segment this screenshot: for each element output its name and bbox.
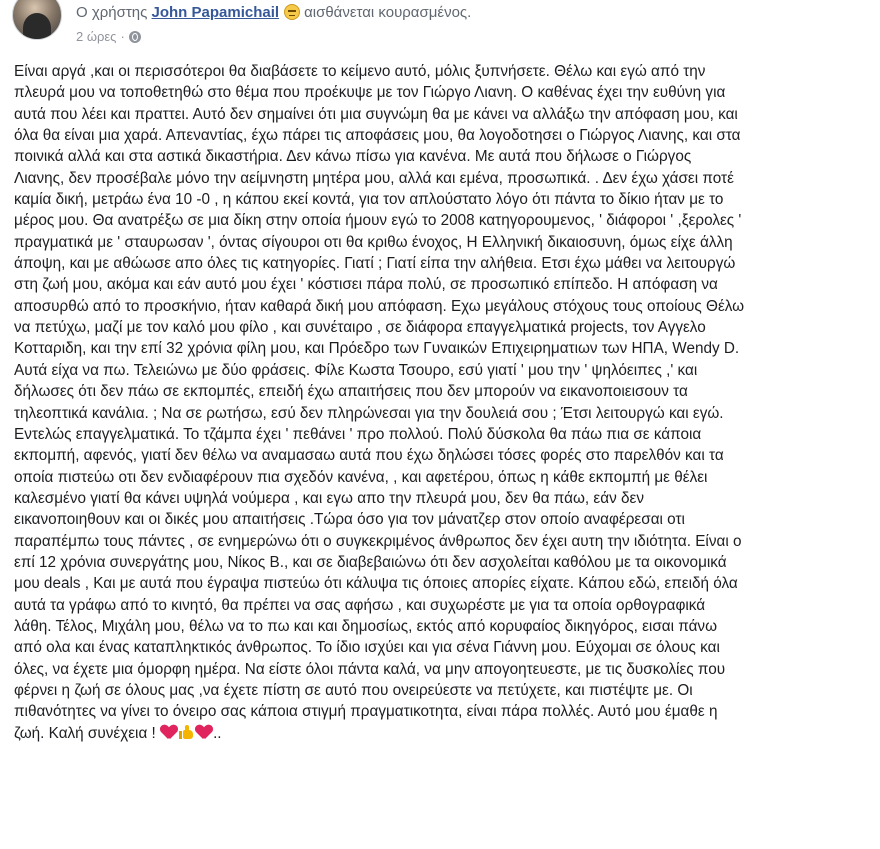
post-last-line	[14, 723, 866, 744]
heart-icon	[161, 725, 177, 740]
post-text-line: εκπομπή, αφενός, γιατί δεν θέλω να αναμασαω αυτά που έχω δηλώσει τόσες φορές στο παρελθόν και τα	[14, 447, 724, 465]
post-text-line: καμία δική, μετράω ένα 10 -0 , η κάπου εκεί κοντά, για τον απλούστατο λόγο ότι πάντα το δίκιο ήταν με το	[14, 191, 724, 209]
post-text	[14, 61, 866, 744]
post-header-line	[76, 3, 471, 23]
post-text-line: οποία πιστεύω οτι δεν ενδιαφέρουν πια σχεδόν κανένα, , και αφετέρου, όπως η κάθε εκπομπή με θέλει	[14, 468, 708, 486]
post-header	[0, 0, 880, 52]
post-text-line: λάθη. Τέλος, Μιχάλη μου, θέλω να το πω και και δημοσίως, εκτός από κορυφαίος δικηγόρος, εισαι πάνω	[14, 617, 718, 635]
post-text-line: φέρνει η ζωή σε όλους μας ,να έχετε πίστη σε αυτό που ονειρεύεστε να πετύχετε, και πιστέψτε με. Οι	[14, 681, 693, 699]
post-timestamp[interactable]: 2 ώρες	[76, 29, 117, 44]
author-link[interactable]: John Papamichail	[151, 4, 280, 21]
post-text-line: παραπέμπω τους πάντες , σε ενημερώνω ότι ο συγκεκριμένος άνθρωπος δεν έχει αυτη την ιδιότητα. Είναι ο	[14, 532, 742, 550]
thumbs-up-icon	[179, 725, 194, 740]
avatar[interactable]	[12, 0, 62, 40]
post-text-line: από ολα και ένας καταπληκτικός άνθρωπος. Το ίδιο ισχύει και για σένα Γιάννη μου. Εύχομαι σε όλους και	[14, 639, 720, 657]
post-text-line: όλες, να έχετε μια όμορφη ημέρα. Να είστε όλοι πάντα καλά, να μην απογοητευεστε, με τις δυσκολίες που	[14, 660, 726, 678]
post-text-line: αποσυρθώ από το προσκήνιο, ήταν καθαρά δική μου απόφαση. Εχω μεγάλους στόχους τους οποίους Θέλω	[14, 297, 745, 315]
meta-separator: ·	[120, 29, 125, 44]
feeling-text: αισθάνεται κουρασμένος.	[304, 4, 472, 21]
heart-icon	[196, 725, 212, 740]
globe-icon[interactable]	[129, 31, 141, 43]
post-text-line: αυτά τα γράφω από το κινητό, θα πρέπει να σας αφήσω , και συχωρέστε με για τα οποία ορθογραφικά	[14, 596, 706, 614]
post-text-line: τηλεοπτικά κανάλια. ; Να σε ρωτήσω, εσύ δεν πληρώνεσαι για την δουλειά σου ; Έτσι λειτουργώ και εγώ.	[14, 404, 724, 422]
post-text-line: πλευρά μου να τοποθετηθώ στο θέμα που προέκυψε με τον Γιώργο Λιανη. Ο καθένας έχει την ευθύνη για	[14, 84, 726, 102]
post-text-line: Λιανης, δεν προσέβαλε μόνο την αείμνηστη μητέρα μου, αλλά και εμένα, προσωπικά. . Δεν έχω χάσει ποτέ	[14, 169, 734, 187]
post-text-line: μου deals , Και με αυτά που έγραψα πιστεύω ότι κάλυψα τις όποιες απορίες είχατε. Κάπου εδώ, επειδή όλα	[14, 575, 738, 593]
post-text-line: στη ζωή μου, ακόμα και εάν αυτό μου έχει ' κόστισει πάρα πολύ, σε προσωπικό επίπεδο. Η απόφαση να	[14, 276, 718, 294]
header-prefix: Ο χρήστης	[76, 4, 148, 21]
post-text-line: αυτά που λέει και πραττει. Αυτό δεν σημαίνει ότι μια συγνώμη θα με κάνει να αλλάξω την απόφαση μου, και	[14, 105, 738, 123]
post-text-line: μέρος μου. Θα ανατρέξω σε μια δίκη στην οποία ήμουν εγώ το 2008 κατηγορουμενος, ' διάφοροι ' ,ξερολες '	[14, 212, 742, 230]
post-text-line: όλα θα είναι μια χαρά. Απεναντίας, έχω πάρει τις αποφάσεις μου, θα λογοδοτησει ο Γιώργος Λιανης, και στα	[14, 127, 741, 145]
post-text-line: άποψη, και με αθώωσε απο όλες τις κατηγορίες. Γιατί ; Γιατί είπα την αλήθεια. Ετσι έχω μάθει να λειτουργώ	[14, 255, 736, 273]
post-text-line: ποινικά αλλά και στα αστικά δικαστήρια. Δεν κάνω πίσω για κανένα. Με αυτά που δήλωσε ο Γιώργος	[14, 148, 692, 166]
post-text-line: επί 12 χρόνια συνεργάτης μου, Νίκος Β., και σε διαβεβαιώνω ότι δεν ασχολείται καθόλου με τα οικονομικά	[14, 553, 727, 571]
post-last-line-text: ζωή. Καλή συνέχεια !	[14, 724, 156, 742]
post-text-line: καλεσμένο γιατί θα κάνει υψηλά νούμερα , και εγω απο την πλευρά μου, δεν θα πάω, εάν δεν	[14, 489, 644, 507]
post-text-line: πραγματικά με ' σταυρωσαν ', όντας σίγουροι οτι θα κριθω ένοχος, Η Ελληνική δικαιοσυνη, όμως είχε άλλη	[14, 233, 733, 251]
post-meta	[76, 28, 141, 46]
post-text-line: δήλωσες ότι δεν πάω σε εκπομπές, επειδή έχω απαιτήσεις που δεν μπορούν να εικανοποιεισουν τα	[14, 383, 688, 401]
post-text-line: Κοτταριδη, και την επί 32 χρόνια φίλη μου, και Πρόεδρο των Γυναικών Επιχειρηματιων των ΗΠΑ, Wendy D.	[14, 340, 740, 358]
closing-suffix: ..	[213, 724, 222, 742]
post-text-line: Εντελώς επαγγελματικά. Το τζάμπα έχει ' πεθάνει ' προ πολλού. Πολύ δύσκολα θα πάω πια σε κάποια	[14, 425, 702, 443]
post-text-line: Αυτά είχα να πω. Τελειώνω με δύο φράσεις. Φίλε Κωστα Τσουρο, εσύ γιατί ' μου την ' ψηλόειπες ,' και	[14, 361, 698, 379]
post-text-line: Είναι αργά ,και οι περισσότεροι θα διαβάσετε το κείμενο αυτό, μόλις ξυπνήσετε. Θέλω και εγώ από την	[14, 63, 706, 80]
post-text-line: εικανοποιηθουν και οι δικές μου απαιτήσεις .Τώρα όσο για τον μάνατζερ στον οποίο αναφέρεσαι οτι	[14, 511, 685, 529]
post-text-line: πιθανότητες να γίνει το όνειρο σας κάποια στιγμή πραγματικοτητα, είναι πάρα πολλές. Αυτό μου έμαθε η	[14, 703, 718, 721]
post-text-line: να πετύχω, μαζί με τον καλό μου φίλο , και συνέταιρο , σε διάφορα επαγγελματικά projects, τον Αγγελο	[14, 319, 706, 337]
tired-face-icon	[284, 4, 300, 20]
